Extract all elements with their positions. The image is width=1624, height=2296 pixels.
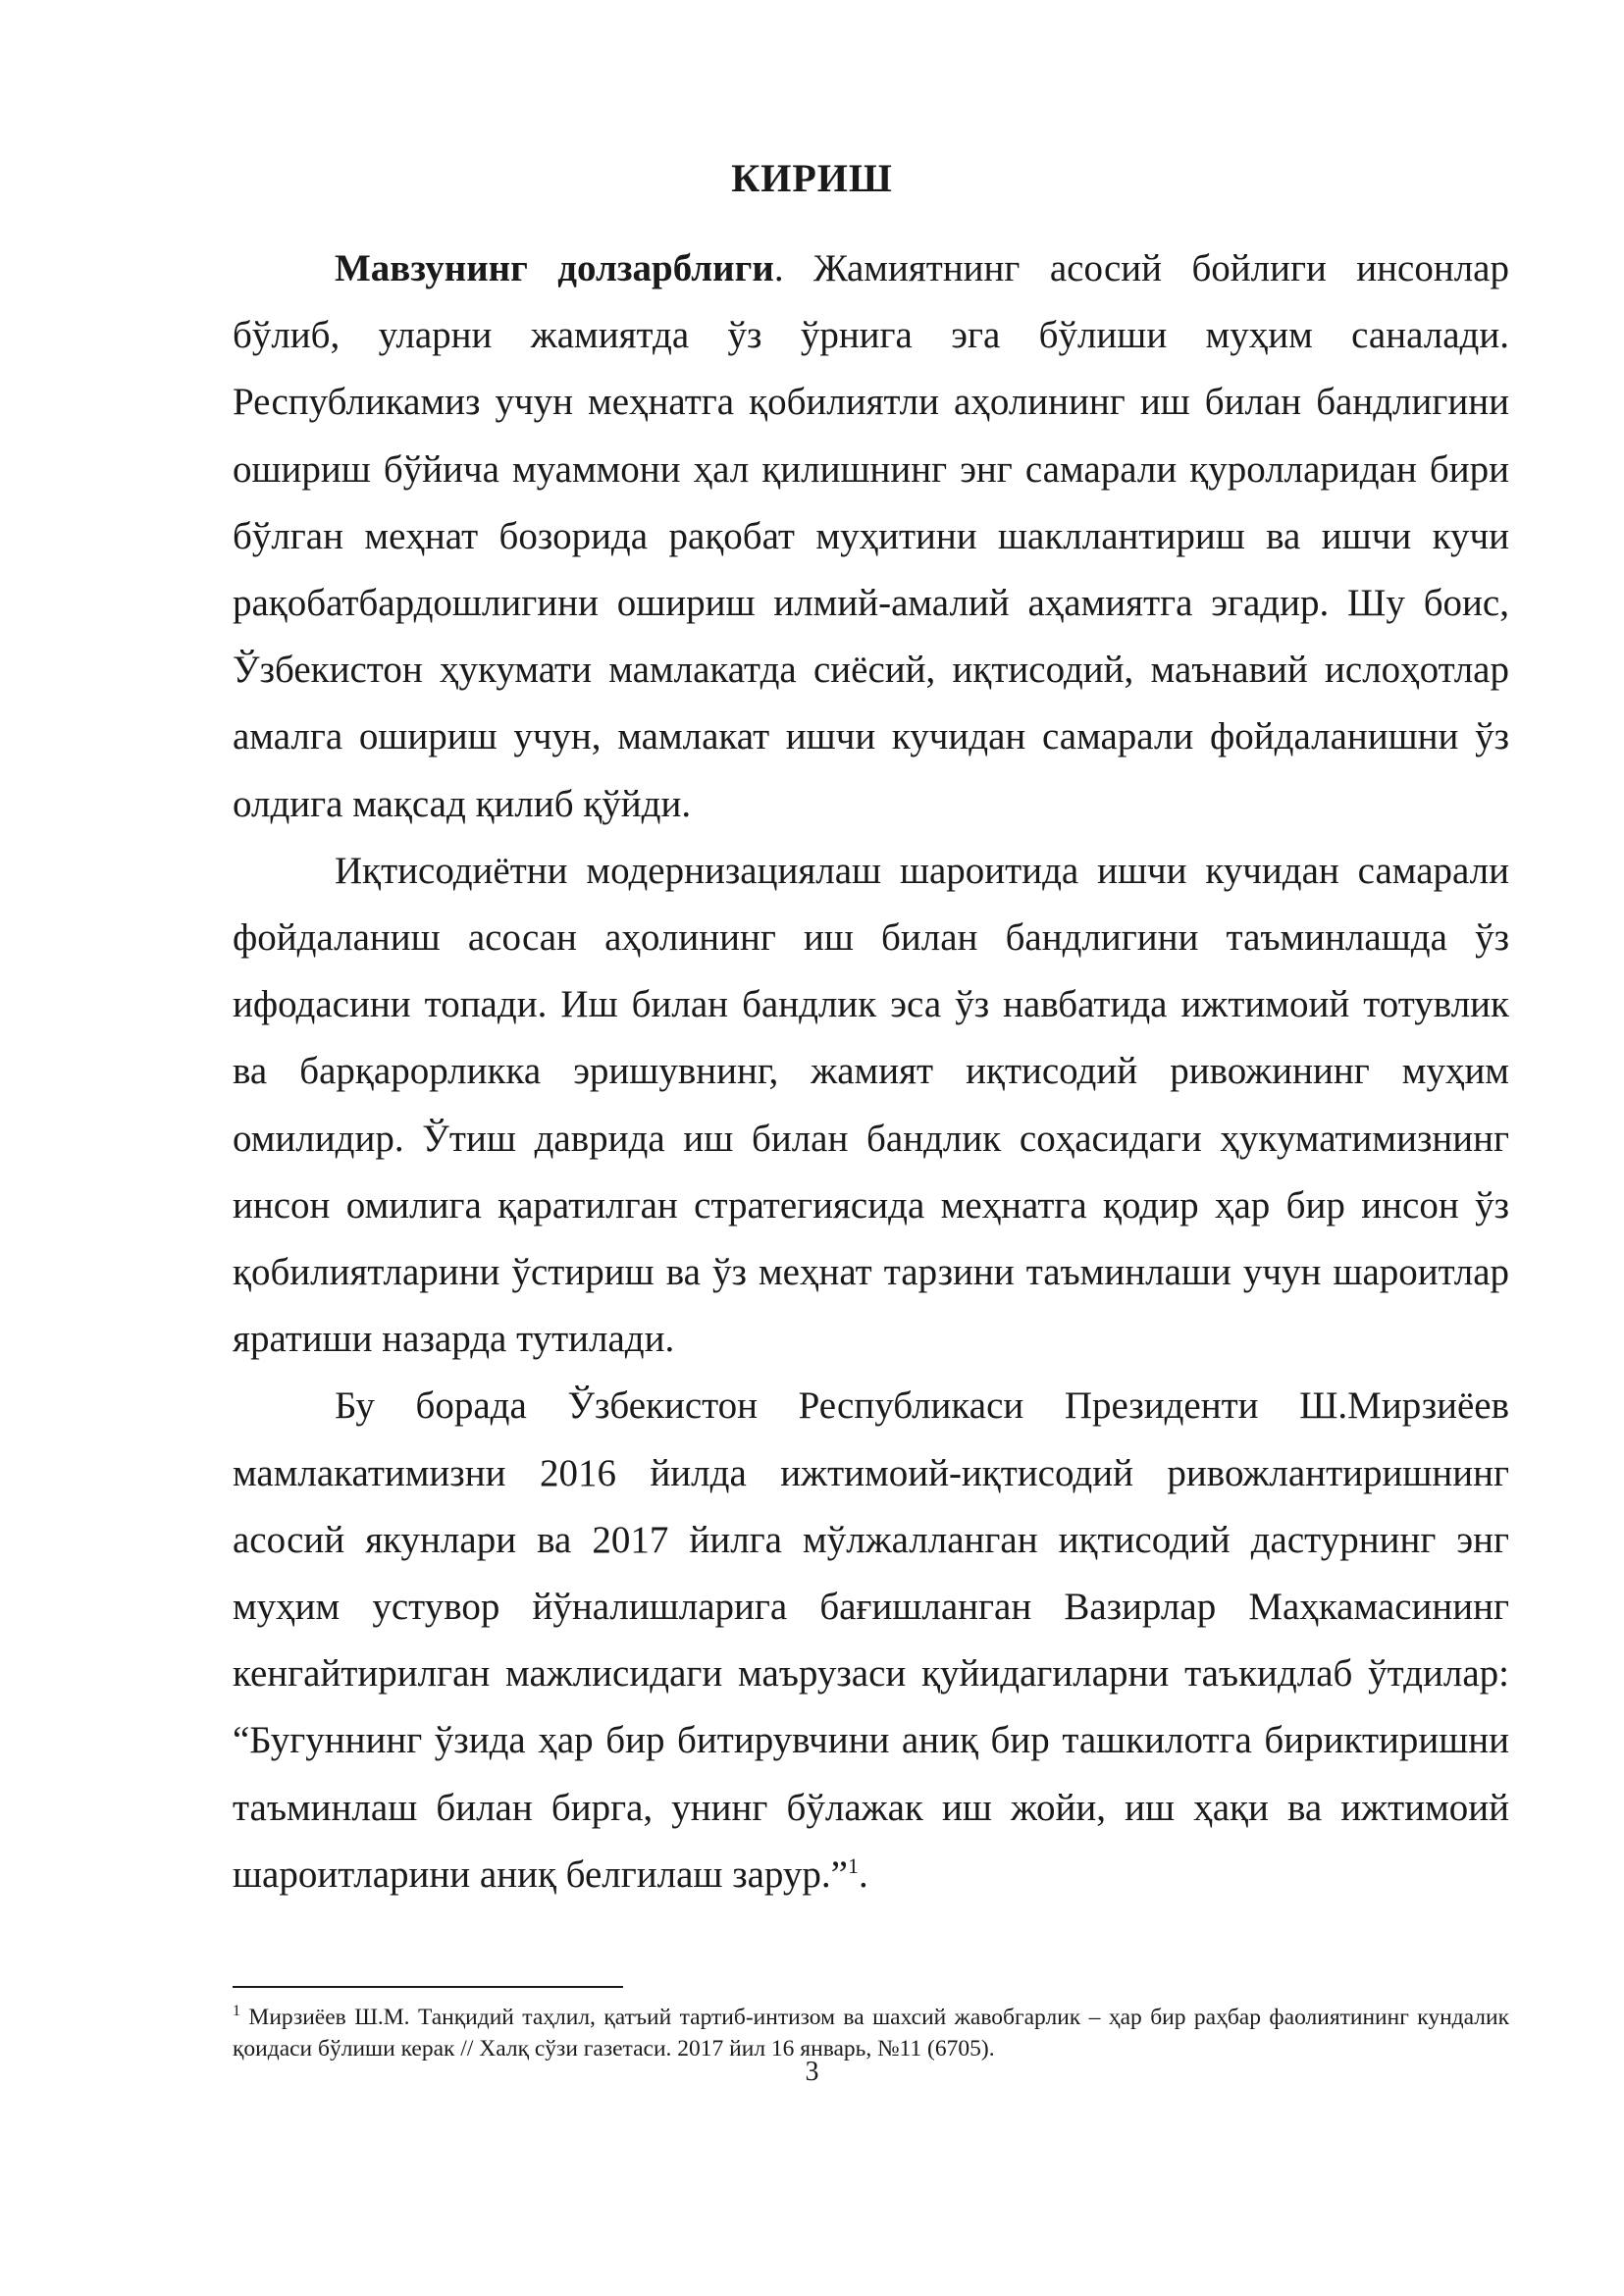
paragraph-3-text: Бу борада Ўзбекистон Республикаси Президенти Ш.Мирзиёев мамлакатимизни 2016 йилда ижтимоий-иқтисодий ривожлантиришнинг асосий якунлари ва 2017 йилга мўлжалланган иқтисодий дастурнинг энг муҳим устувор йўналишларига бағишланган Вазирлар Маҳкамасининг кенгайтирилган мажлисидаги маърузаси қуйидагиларни таъкидлаб ўтдилар: “Бугуннинг ўзида ҳар бир битирувчини аниқ бир ташкилотга бириктиришни таъминлаш билан бирга, унинг бўлажак иш жойи, иш ҳақи ва ижтимоий шароитларини аниқ белгилаш зарур.” bbox=[233, 1384, 1509, 1896]
footnote-separator bbox=[233, 1986, 623, 1988]
page-number: 3 bbox=[805, 2057, 819, 2087]
footnote-reference[interactable]: 1 bbox=[847, 1852, 859, 1878]
paragraph-1 bbox=[233, 235, 1509, 838]
page-title: КИРИШ bbox=[731, 156, 893, 200]
footnote-text: Мирзиёев Ш.М. Танқидий таҳлил, қатъий тартиб-интизом ва шахсий жавобгарлик – ҳар бир раҳбар фаолиятининг кундалик қоидаси бўлиши керак // Халқ сўзи газетаси. 2017 йил 16 январь, №11 (6705). bbox=[233, 2005, 1509, 2061]
paragraph-1-text: . Жамиятнинг асосий бойлиги инсонлар бўлиб, уларни жамиятда ўз ўрнига эга бўлиши муҳим саналади. Республикамиз учун меҳнатга қобилиятли аҳолининг иш билан бандлигини ошириш бўйича муаммони ҳал қилишнинг энг самарали қуролларидан бири бўлган меҳнат бозорида рақобат муҳитини шакллантириш ва ишчи кучи рақобатбардошлигини ошириш илмий-амалий аҳамиятга эгадир. Шу боис, Ўзбекистон ҳукумати мамлакатда сиёсий, иқтисодий, маънавий ислоҳотлар амалга ошириш учун, мамлакат ишчи кучидан самарали фойдаланишни ўз олдига мақсад қилиб қўйди. bbox=[233, 247, 1509, 825]
paragraph-3 bbox=[233, 1373, 1509, 1908]
paragraph-1-lead: Мавзунинг долзарблиги bbox=[335, 247, 774, 289]
paragraph-3-end: . bbox=[858, 1852, 868, 1896]
footnote bbox=[233, 2002, 1509, 2064]
footnote-number: 1 bbox=[233, 2003, 240, 2020]
body-text bbox=[233, 235, 1509, 1908]
paragraph-2: Иқтисодиётни модернизациялаш шароитида ишчи кучидан самарали фойдаланиш асосан аҳолининг иш билан бандлигини таъминлашда ўз ифодасини топади. Иш билан бандлик эса ўз навбатида ижтимоий тотувлик ва барқарорликка эришувнинг, жамият иқтисодий ривожининг муҳим омилидир. Ўтиш даврида иш билан бандлик соҳасидаги ҳукуматимизнинг инсон омилига қаратилган стратегиясида меҳнатга қодир ҳар бир инсон ўз қобилиятларини ўстириш ва ўз меҳнат тарзини таъминлаши учун шароитлар яратиши назарда тутилади. bbox=[233, 849, 1509, 1361]
